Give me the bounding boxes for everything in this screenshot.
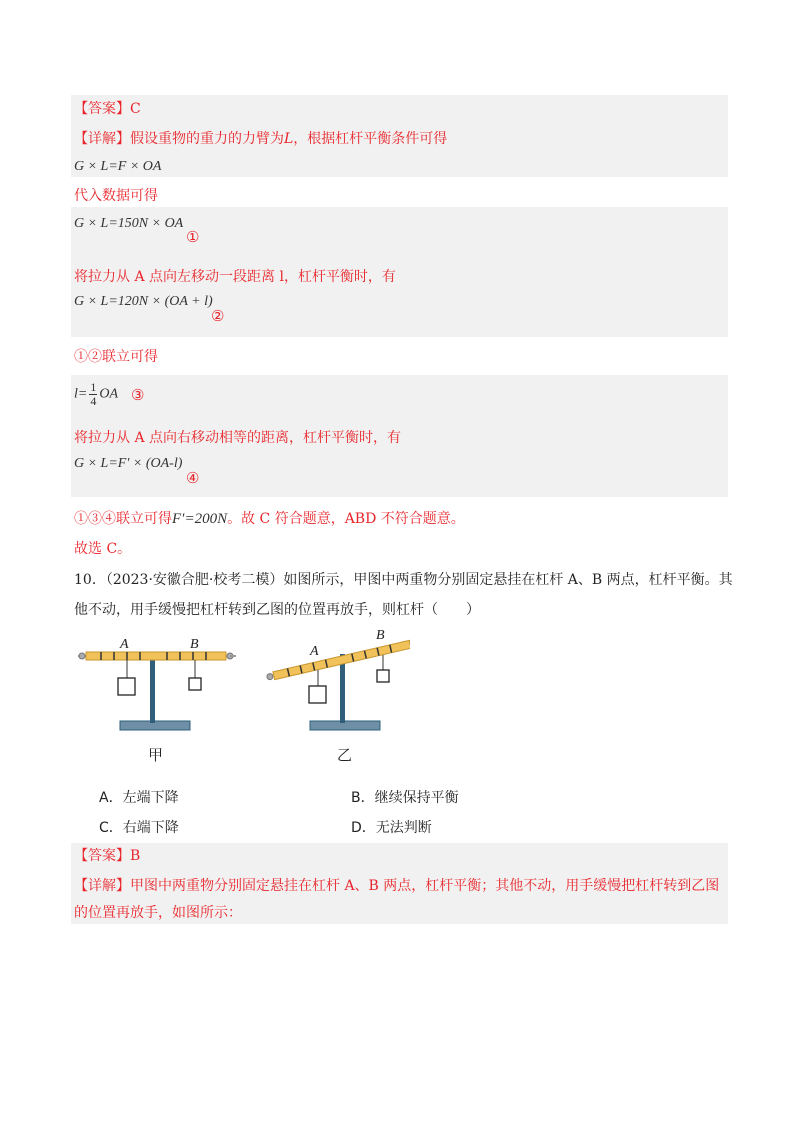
figure-caption-right: 乙: [337, 746, 353, 764]
lever-figure-right: [266, 628, 410, 730]
answer-line: [74, 99, 141, 119]
option-c[interactable]: C．右端下降: [99, 820, 179, 836]
equation-3: [74, 381, 118, 408]
combine-134-text: ①③④联立可得: [74, 511, 172, 527]
combine-134-text-2: 。故 C 符合题意，ABD 不符合题意。: [227, 511, 465, 527]
option-b[interactable]: B．继续保持平衡: [351, 790, 459, 806]
move-right-text: 将拉力从 A 点向右移动相等的距离，杠杆平衡时，有: [74, 430, 402, 446]
answer-line-2: [74, 846, 140, 866]
question-10-line-2: 他不动，用手缓慢把杠杆转到乙图的位置再放手，则杠杆（ ）: [74, 602, 480, 618]
answer-value-2: B: [130, 848, 141, 864]
detail-intro: [74, 129, 447, 149]
conclusion-text: 故选 C。: [74, 541, 132, 557]
combine-134-equation: F′=200N: [172, 511, 228, 527]
label-a-left: A: [120, 637, 129, 652]
detail-intro-text: 假设重物的重力的力臂为: [130, 131, 284, 147]
fraction-quarter: [89, 381, 97, 408]
detail-2-line-1: [74, 876, 719, 896]
detail-intro-text-2: ，根据杠杆平衡条件可得: [293, 131, 448, 147]
substitute-label: 代入数据可得: [74, 188, 158, 204]
label-a-right: A: [310, 644, 319, 659]
lever-arm-symbol: L: [284, 131, 294, 147]
eq3-rhs: OA: [99, 386, 119, 402]
fraction-numerator: 1: [90, 380, 97, 394]
answer-value: C: [130, 101, 141, 117]
label-b-right: B: [376, 628, 385, 643]
detail-tag: 【详解】: [74, 131, 130, 147]
detail-tag-2: 【详解】: [74, 878, 130, 894]
option-a[interactable]: A．左端下降: [99, 790, 179, 806]
marker-1: ①: [186, 228, 200, 246]
lever-figure-left: [78, 637, 236, 730]
equation-2: G × L=120N × (OA + l): [74, 294, 213, 309]
marker-2: ②: [211, 307, 225, 325]
lever-figure: [70, 628, 410, 768]
detail-2-line-2: 的位置再放手，如图所示：: [74, 905, 242, 921]
figure-caption-left: 甲: [148, 746, 164, 764]
equation-4: G × L=F′ × (OA-l): [74, 456, 183, 471]
option-d[interactable]: D．无法判断: [351, 820, 432, 836]
equation-1: G × L=150N × OA: [74, 216, 184, 231]
marker-3: ③: [131, 386, 145, 404]
label-b-left: B: [190, 637, 199, 652]
combine-12-text: ①②联立可得: [74, 349, 158, 365]
marker-4: ④: [186, 469, 200, 487]
answer-tag: 【答案】: [74, 101, 130, 117]
answer-tag-2: 【答案】: [74, 848, 130, 864]
combine-134-line: [74, 509, 465, 529]
move-left-text: 将拉力从 A 点向左移动一段距离 l，杠杆平衡时，有: [74, 269, 396, 285]
detail-2-text-1: 甲图中两重物分别固定悬挂在杠杆 A、B 两点，杠杆平衡；其他不动，用手缓慢把杠杆转到乙图: [130, 878, 720, 894]
eq3-lhs: l=: [74, 386, 88, 402]
equation-balance: G × L=F × OA: [74, 159, 162, 174]
question-10-line-1: 10．（2023·安徽合肥·校考二模）如图所示，甲图中两重物分别固定悬挂在杠杆 A、B 两点，杠杆平衡。其: [74, 572, 733, 588]
fraction-denominator: 4: [90, 394, 97, 408]
